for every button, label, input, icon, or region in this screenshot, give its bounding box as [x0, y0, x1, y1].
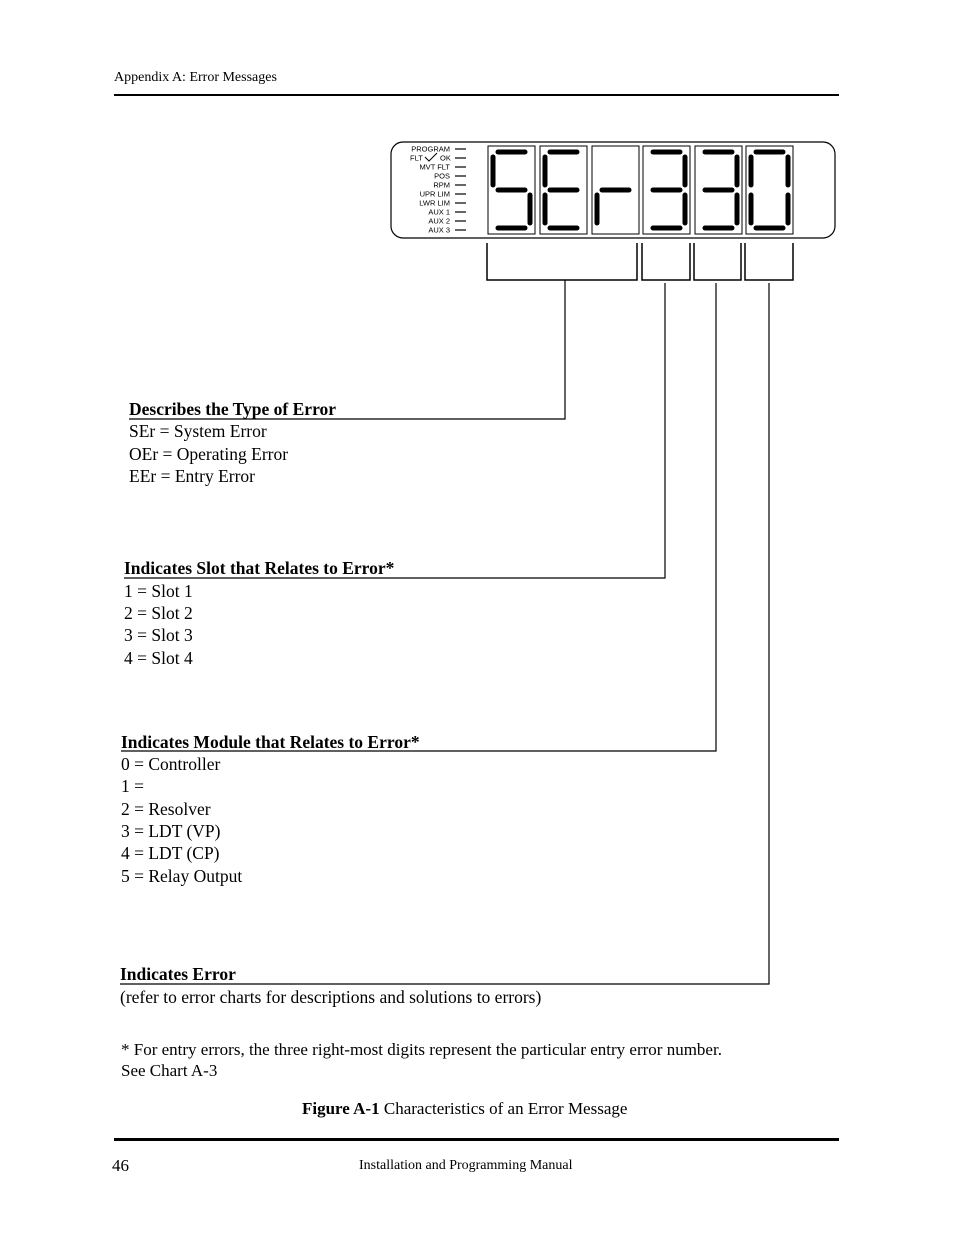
digit-5 — [695, 146, 742, 234]
digit-1 — [488, 146, 535, 234]
section-title-error: Indicates Error — [120, 964, 236, 984]
list-item: 2 = Resolver — [121, 799, 211, 819]
indicator-label: UPR LIM — [419, 189, 450, 199]
footnote-line-1: * For entry errors, the three right-most digits represent the particular entry error number. — [121, 1040, 722, 1059]
bracket-error — [745, 243, 793, 280]
digit-6 — [746, 146, 793, 234]
indicator-label-flt: FLT — [410, 153, 423, 163]
digit-brackets — [487, 243, 793, 280]
list-item: 1 = — [121, 776, 144, 796]
indicator-label: RPM — [433, 180, 450, 190]
bracket-type — [487, 243, 637, 280]
list-item: 2 = Slot 2 — [124, 603, 193, 623]
leader-module — [121, 283, 716, 751]
list-item: 3 = LDT (VP) — [121, 821, 221, 841]
bracket-module — [694, 243, 741, 280]
indicator-label: MVT FLT — [419, 162, 450, 172]
list-item: (refer to error charts for descriptions and solutions to errors) — [120, 987, 542, 1007]
page-number: 46 — [112, 1156, 129, 1175]
manual-title: Installation and Programming Manual — [359, 1158, 573, 1173]
figure-caption — [302, 1099, 627, 1119]
list-item: 0 = Controller — [121, 754, 221, 774]
list-item: 1 = Slot 1 — [124, 581, 193, 601]
list-item: SEr = System Error — [129, 421, 267, 441]
indicator-label: PROGRAM — [411, 144, 450, 154]
digit-4 — [643, 146, 690, 234]
list-item: 5 = Relay Output — [121, 866, 243, 886]
indicator-label: LWR LIM — [419, 198, 450, 208]
checkmark-icon — [425, 153, 437, 161]
footnote-line-2: See Chart A-3 — [121, 1061, 218, 1080]
list-item: OEr = Operating Error — [129, 444, 289, 464]
indicator-label: AUX 3 — [428, 225, 450, 235]
list-item: 4 = Slot 4 — [124, 648, 193, 668]
bracket-slot — [642, 243, 690, 280]
digit-3 — [592, 146, 639, 234]
footer-rule — [114, 1138, 839, 1141]
figure-label: Figure A-1 — [302, 1099, 380, 1118]
figure-caption-text: Characteristics of an Error Message — [379, 1099, 628, 1118]
digit-2 — [540, 146, 587, 234]
seven-segment-digits — [488, 146, 793, 234]
section-title-type: Describes the Type of Error — [129, 399, 337, 419]
list-item: 4 = LDT (CP) — [121, 843, 220, 863]
indicator-label: POS — [434, 171, 450, 181]
indicator-label-ok: OK — [440, 153, 451, 163]
section-title-slot: Indicates Slot that Relates to Error* — [124, 558, 395, 578]
list-item: EEr = Entry Error — [129, 466, 256, 486]
list-item: 3 = Slot 3 — [124, 625, 193, 645]
running-header: Appendix A: Error Messages — [114, 70, 277, 85]
indicator-list — [410, 145, 466, 235]
indicator-label: AUX 1 — [428, 207, 450, 217]
indicator-label: AUX 2 — [428, 216, 450, 226]
section-title-module: Indicates Module that Relates to Error* — [121, 732, 420, 752]
